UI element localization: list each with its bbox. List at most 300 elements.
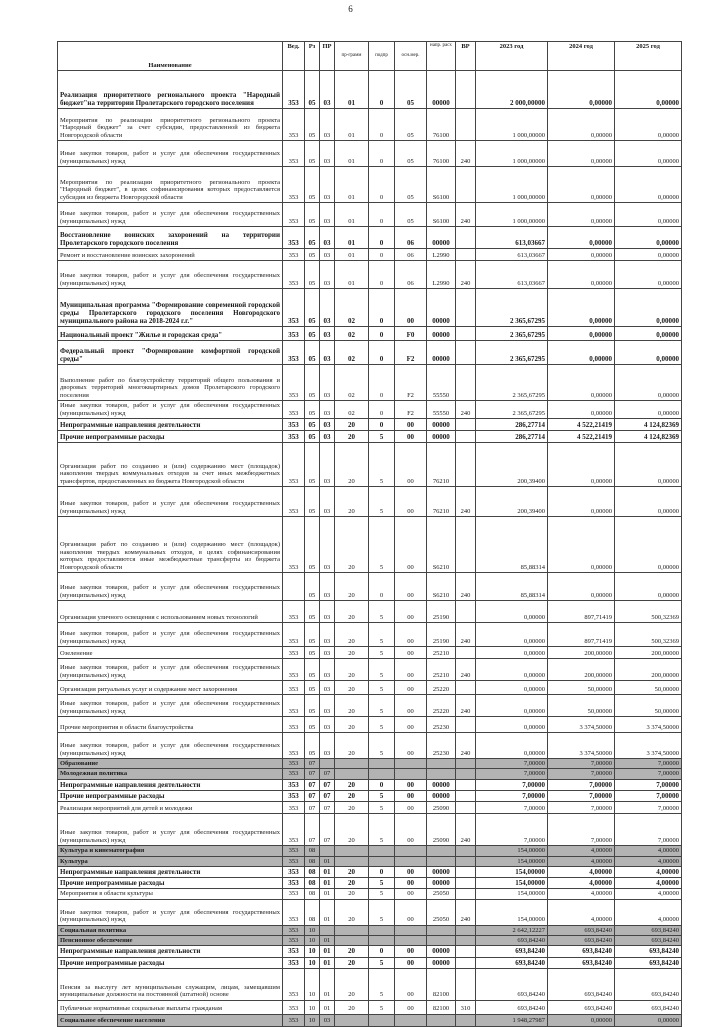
cell-ved: 353 [283, 889, 305, 899]
cell-napr: 25090 [427, 802, 456, 814]
cell-vr [456, 601, 476, 623]
cell-prog: 20 [335, 866, 369, 877]
cell-2023: 0,00000 [476, 623, 548, 647]
cell-prog [335, 856, 369, 866]
cell-2023: 693,84240 [476, 936, 548, 946]
cell-napr: 00000 [427, 341, 456, 365]
cell-osn [395, 925, 427, 935]
cell-napr: 25190 [427, 601, 456, 623]
cell-2025: 0,00000 [615, 341, 682, 365]
cell-2024: 693,84240 [548, 946, 615, 957]
cell-2023: 693,84240 [476, 1000, 548, 1014]
cell-2025: 693,84240 [615, 957, 682, 968]
cell-vr: 240 [456, 401, 476, 419]
cell-prog: 20 [335, 573, 369, 601]
cell-napr: 55550 [427, 365, 456, 401]
cell-vr [456, 327, 476, 341]
cell-pr: 03 [320, 717, 335, 733]
cell-2025: 3 374,50000 [615, 733, 682, 759]
cell-podpr: 5 [369, 695, 395, 717]
cell-rz: 08 [305, 889, 320, 899]
cell-napr: 00000 [427, 327, 456, 341]
cell-vr [456, 846, 476, 856]
cell-2024: 3 374,50000 [548, 717, 615, 733]
cell-2024: 693,84240 [548, 968, 615, 1000]
cell-osn: 00 [395, 878, 427, 889]
cell-2024: 0,00000 [548, 443, 615, 487]
table-row [58, 936, 682, 946]
cell-2024: 4,00000 [548, 846, 615, 856]
cell-2024: 0,00000 [548, 249, 615, 261]
cell-rz: 05 [305, 647, 320, 659]
cell-vr: 240 [456, 487, 476, 517]
table-row [58, 878, 682, 889]
cell-rz: 05 [305, 517, 320, 573]
cell-vr: 310 [456, 1000, 476, 1014]
cell-rz: 05 [305, 695, 320, 717]
cell-2025: 0,00000 [615, 249, 682, 261]
cell-vr [456, 167, 476, 203]
header-vr: ВР [456, 42, 476, 71]
cell-2025: 4,00000 [615, 899, 682, 925]
cell-vr [456, 681, 476, 695]
cell-osn: 05 [395, 141, 427, 167]
cell-pr: 01 [320, 946, 335, 957]
cell-osn: 00 [395, 866, 427, 877]
cell-2025: 0,00000 [615, 289, 682, 327]
cell-name: Непрограммные направления деятельности [58, 946, 283, 957]
cell-rz: 05 [305, 681, 320, 695]
table-row [58, 779, 682, 790]
cell-podpr: 5 [369, 878, 395, 889]
table-row [58, 289, 682, 327]
cell-2023: 1 000,00000 [476, 203, 548, 227]
cell-napr: 00000 [427, 419, 456, 431]
table-row [58, 109, 682, 141]
cell-vr: 240 [456, 261, 476, 289]
cell-2023: 154,00000 [476, 889, 548, 899]
cell-2024: 693,84240 [548, 957, 615, 968]
cell-pr: 03 [320, 443, 335, 487]
cell-2025: 0,00000 [615, 167, 682, 203]
cell-vr [456, 717, 476, 733]
cell-name: Иные закупки товаров, работ и услуг для обеспечения государственных (муниципальных) нужд [58, 899, 283, 925]
cell-vr [456, 779, 476, 790]
cell-2023: 0,00000 [476, 659, 548, 681]
cell-prog: 20 [335, 487, 369, 517]
cell-2023: 7,00000 [476, 790, 548, 801]
cell-rz: 10 [305, 1000, 320, 1014]
cell-rz: 10 [305, 925, 320, 935]
cell-podpr: 0 [369, 327, 395, 341]
cell-podpr: 0 [369, 203, 395, 227]
cell-pr: 01 [320, 936, 335, 946]
cell-name: Иные закупки товаров, работ и услуг для обеспечения государственных (муниципальных) нужд [58, 659, 283, 681]
cell-name: Иные закупки товаров, работ и услуг для обеспечения государственных (муниципальных) нужд [58, 695, 283, 717]
cell-ved: 353 [283, 71, 305, 109]
cell-2025: 7,00000 [615, 779, 682, 790]
cell-osn: 06 [395, 227, 427, 249]
cell-prog [335, 1014, 369, 1026]
cell-2025: 7,00000 [615, 802, 682, 814]
cell-2023: 0,00000 [476, 717, 548, 733]
table-row [58, 573, 682, 601]
cell-osn: 00 [395, 431, 427, 443]
cell-vr: 240 [456, 695, 476, 717]
cell-ved: 353 [283, 856, 305, 866]
cell-vr: 240 [456, 733, 476, 759]
table-row [58, 659, 682, 681]
cell-pr [320, 925, 335, 935]
cell-prog: 01 [335, 227, 369, 249]
cell-rz: 10 [305, 957, 320, 968]
table-row [58, 769, 682, 779]
cell-prog: 01 [335, 109, 369, 141]
cell-napr: 25220 [427, 681, 456, 695]
cell-podpr: 0 [369, 341, 395, 365]
cell-2023: 2 365,67295 [476, 401, 548, 419]
cell-podpr: 5 [369, 647, 395, 659]
cell-2023: 693,84240 [476, 957, 548, 968]
table-row [58, 925, 682, 935]
cell-2024: 7,00000 [548, 769, 615, 779]
cell-2024: 4 522,21419 [548, 419, 615, 431]
cell-osn: 00 [395, 946, 427, 957]
cell-napr: 82100 [427, 1000, 456, 1014]
cell-vr [456, 431, 476, 443]
cell-2023: 693,84240 [476, 968, 548, 1000]
cell-2025: 0,00000 [615, 327, 682, 341]
cell-ved: 353 [283, 878, 305, 889]
cell-osn: 00 [395, 889, 427, 899]
cell-2025: 7,00000 [615, 790, 682, 801]
cell-podpr [369, 925, 395, 935]
cell-prog: 20 [335, 623, 369, 647]
cell-vr [456, 802, 476, 814]
table-row [58, 647, 682, 659]
cell-napr: 00000 [427, 957, 456, 968]
cell-ved: 353 [283, 261, 305, 289]
cell-name: Ремонт и восстановление воинских захоронений [58, 249, 283, 261]
cell-name: Федеральный проект "Формирование комфортной городской среды" [58, 341, 283, 365]
cell-ved: 353 [283, 866, 305, 877]
cell-2023: 1 000,00000 [476, 109, 548, 141]
cell-podpr: 5 [369, 487, 395, 517]
cell-ved: 353 [283, 802, 305, 814]
cell-pr: 01 [320, 878, 335, 889]
cell-osn: F2 [395, 365, 427, 401]
cell-rz: 05 [305, 623, 320, 647]
table-row [58, 167, 682, 203]
table-row [58, 443, 682, 487]
table-row [58, 717, 682, 733]
cell-napr [427, 846, 456, 856]
cell-name: Иные закупки товаров, работ и услуг для обеспечения государственных (муниципальных) нужд [58, 573, 283, 601]
cell-2024: 0,00000 [548, 71, 615, 109]
table-row [58, 968, 682, 1000]
cell-prog: 20 [335, 733, 369, 759]
cell-pr: 07 [320, 790, 335, 801]
cell-ved: 353 [283, 167, 305, 203]
cell-name: Иные закупки товаров, работ и услуг для обеспечения государственных (муниципальных) нужд [58, 623, 283, 647]
cell-2025: 4,00000 [615, 866, 682, 877]
cell-2025: 4 124,82369 [615, 419, 682, 431]
header-2024: 2024 год [548, 42, 615, 71]
cell-2023: 7,00000 [476, 779, 548, 790]
cell-2024: 693,84240 [548, 936, 615, 946]
cell-name: Организация работ по созданию и (или) содержанию мест (площадок) накопления твердых коммунальных отходов, в целях софинансирования которых предоставляются иные межбюджетные трансферты из бюджета Новгородской области [58, 517, 283, 573]
cell-podpr: 0 [369, 866, 395, 877]
cell-2025: 500,32369 [615, 601, 682, 623]
table-row [58, 1000, 682, 1014]
cell-2025: 50,00000 [615, 681, 682, 695]
cell-2025: 3 374,50000 [615, 717, 682, 733]
cell-vr [456, 341, 476, 365]
cell-2025: 7,00000 [615, 769, 682, 779]
cell-osn: 00 [395, 443, 427, 487]
cell-rz: 05 [305, 203, 320, 227]
cell-podpr: 0 [369, 419, 395, 431]
cell-rz: 05 [305, 443, 320, 487]
cell-name: Прочие мероприятия в области благоустройства [58, 717, 283, 733]
cell-2023: 286,27714 [476, 431, 548, 443]
table-header [58, 42, 682, 71]
cell-prog: 20 [335, 431, 369, 443]
cell-name: Прочие непрограммные расходы [58, 790, 283, 801]
header-name: Наименование [58, 42, 283, 71]
cell-osn [395, 856, 427, 866]
cell-2025: 0,00000 [615, 487, 682, 517]
cell-name: Прочие непрограммные расходы [58, 878, 283, 889]
cell-rz: 05 [305, 419, 320, 431]
cell-name: Иные закупки товаров, работ и услуг для обеспечения государственных (муниципальных) нужд [58, 203, 283, 227]
cell-pr: 03 [320, 341, 335, 365]
cell-pr: 03 [320, 141, 335, 167]
cell-vr [456, 419, 476, 431]
cell-rz: 07 [305, 759, 320, 769]
cell-name: Пенсия за выслугу лет муниципальным служащим, лицам, замещавшим муниципальные должности на постоянной (штатной) основе [58, 968, 283, 1000]
cell-vr [456, 289, 476, 327]
cell-prog: 20 [335, 878, 369, 889]
cell-napr: S6100 [427, 167, 456, 203]
cell-osn: 00 [395, 681, 427, 695]
cell-pr: 03 [320, 261, 335, 289]
cell-napr: L2990 [427, 249, 456, 261]
cell-2023: 1 000,00000 [476, 167, 548, 203]
cell-pr [320, 759, 335, 769]
cell-2024: 7,00000 [548, 790, 615, 801]
cell-2025: 693,84240 [615, 968, 682, 1000]
cell-prog: 01 [335, 203, 369, 227]
cell-pr: 03 [320, 601, 335, 623]
cell-2023: 154,00000 [476, 899, 548, 925]
cell-pr: 03 [320, 659, 335, 681]
cell-osn: 00 [395, 957, 427, 968]
cell-osn: 05 [395, 109, 427, 141]
cell-rz: 05 [305, 141, 320, 167]
cell-ved: 353 [283, 1014, 305, 1026]
cell-pr: 07 [320, 814, 335, 846]
cell-ved: 353 [283, 601, 305, 623]
cell-vr: 240 [456, 573, 476, 601]
cell-2023: 1 000,00000 [476, 141, 548, 167]
cell-vr [456, 957, 476, 968]
cell-prog [335, 925, 369, 935]
cell-rz: 05 [305, 717, 320, 733]
cell-osn: 00 [395, 659, 427, 681]
cell-napr: 00000 [427, 289, 456, 327]
cell-podpr: 5 [369, 790, 395, 801]
cell-rz: 05 [305, 327, 320, 341]
cell-osn: 00 [395, 647, 427, 659]
cell-2024: 0,00000 [548, 517, 615, 573]
cell-vr: 240 [456, 623, 476, 647]
cell-rz: 08 [305, 878, 320, 889]
cell-pr: 03 [320, 695, 335, 717]
cell-podpr: 0 [369, 289, 395, 327]
cell-ved: 353 [283, 443, 305, 487]
header-2023: 2023 год [476, 42, 548, 71]
cell-pr: 03 [320, 249, 335, 261]
cell-name: Реализация мероприятий для детей и молодежи [58, 802, 283, 814]
cell-napr [427, 769, 456, 779]
cell-rz: 10 [305, 968, 320, 1000]
cell-podpr: 0 [369, 946, 395, 957]
cell-osn: 00 [395, 695, 427, 717]
cell-vr [456, 1014, 476, 1026]
cell-osn: F2 [395, 341, 427, 365]
cell-ved: 353 [283, 846, 305, 856]
cell-prog: 20 [335, 968, 369, 1000]
cell-name: Социальное обеспечение населения [58, 1014, 283, 1026]
cell-vr [456, 249, 476, 261]
cell-podpr [369, 1014, 395, 1026]
cell-2025: 4,00000 [615, 878, 682, 889]
cell-osn: F2 [395, 401, 427, 419]
cell-vr [456, 365, 476, 401]
cell-name: Иные закупки товаров, работ и услуг для обеспечения государственных (муниципальных) нужд [58, 733, 283, 759]
cell-ved: 353 [283, 681, 305, 695]
cell-2023: 154,00000 [476, 856, 548, 866]
cell-prog [335, 846, 369, 856]
cell-2024: 0,00000 [548, 365, 615, 401]
cell-ved: 353 [283, 487, 305, 517]
cell-ved: 353 [283, 341, 305, 365]
cell-pr: 03 [320, 1014, 335, 1026]
cell-osn: 00 [395, 814, 427, 846]
cell-osn: 00 [395, 717, 427, 733]
table-row [58, 695, 682, 717]
table-row [58, 899, 682, 925]
cell-osn: 00 [395, 779, 427, 790]
cell-pr [320, 846, 335, 856]
header-podpr: подпр [369, 42, 395, 71]
cell-name: Реализация приоритетного регионального проекта "Народный бюджет"на территории Пролетарского городского поселения [58, 71, 283, 109]
cell-ved: 353 [283, 327, 305, 341]
cell-rz: 05 [305, 261, 320, 289]
cell-napr: 00000 [427, 946, 456, 957]
cell-2024: 0,00000 [548, 203, 615, 227]
cell-pr: 07 [320, 769, 335, 779]
cell-2025: 0,00000 [615, 365, 682, 401]
page-number: 6 [348, 4, 353, 14]
cell-napr: 00000 [427, 779, 456, 790]
table-row [58, 623, 682, 647]
cell-rz: 08 [305, 856, 320, 866]
cell-ved: 353 [283, 647, 305, 659]
cell-podpr: 0 [369, 71, 395, 109]
cell-pr: 03 [320, 681, 335, 695]
cell-name: Культура [58, 856, 283, 866]
cell-vr [456, 925, 476, 935]
cell-2024: 0,00000 [548, 141, 615, 167]
table-row [58, 203, 682, 227]
cell-napr: 25220 [427, 695, 456, 717]
cell-prog: 01 [335, 71, 369, 109]
cell-osn: 00 [395, 289, 427, 327]
cell-2024: 7,00000 [548, 802, 615, 814]
budget-table [57, 41, 682, 1027]
cell-2024: 7,00000 [548, 779, 615, 790]
cell-pr: 01 [320, 889, 335, 899]
cell-podpr: 5 [369, 733, 395, 759]
cell-name: Муниципальная программа "Формирование современной городской среды Пролетарского городского поселения Новгородского муниципального района на 2018-2024 г.г." [58, 289, 283, 327]
header-ved: Вед. [283, 42, 305, 71]
cell-pr: 03 [320, 289, 335, 327]
table-row [58, 249, 682, 261]
cell-ved: 353 [283, 203, 305, 227]
cell-2025: 200,00000 [615, 647, 682, 659]
cell-rz: 10 [305, 936, 320, 946]
cell-2025: 7,00000 [615, 814, 682, 846]
cell-podpr: 5 [369, 659, 395, 681]
cell-rz: 05 [305, 365, 320, 401]
table-row [58, 517, 682, 573]
cell-osn [395, 846, 427, 856]
cell-2024: 0,00000 [548, 573, 615, 601]
cell-name: Непрограммные направления деятельности [58, 779, 283, 790]
cell-pr: 03 [320, 517, 335, 573]
cell-prog: 20 [335, 899, 369, 925]
cell-name: Социальная политика [58, 925, 283, 935]
cell-prog: 20 [335, 814, 369, 846]
cell-name: Прочие непрограммные расходы [58, 957, 283, 968]
cell-2025: 693,84240 [615, 1000, 682, 1014]
cell-ved: 353 [283, 946, 305, 957]
cell-2025: 0,00000 [615, 203, 682, 227]
cell-napr: 25050 [427, 889, 456, 899]
cell-podpr: 0 [369, 779, 395, 790]
cell-prog [335, 769, 369, 779]
cell-ved: 353 [283, 365, 305, 401]
cell-podpr: 5 [369, 717, 395, 733]
cell-osn: 00 [395, 573, 427, 601]
cell-2024: 897,71419 [548, 623, 615, 647]
table-row [58, 846, 682, 856]
cell-vr [456, 878, 476, 889]
cell-napr: 00000 [427, 431, 456, 443]
cell-vr [456, 936, 476, 946]
cell-pr: 01 [320, 856, 335, 866]
cell-napr: 00000 [427, 878, 456, 889]
cell-name: Озеленение [58, 647, 283, 659]
cell-2024: 0,00000 [548, 401, 615, 419]
cell-prog: 20 [335, 517, 369, 573]
cell-name: Мероприятия по реализации приоритетного регионального проекта "Народный бюджет", в целях софинансирования которых предоставляется субсидия из бюджета Новгородской области [58, 167, 283, 203]
table-row [58, 431, 682, 443]
table-row [58, 1014, 682, 1026]
table-row [58, 327, 682, 341]
